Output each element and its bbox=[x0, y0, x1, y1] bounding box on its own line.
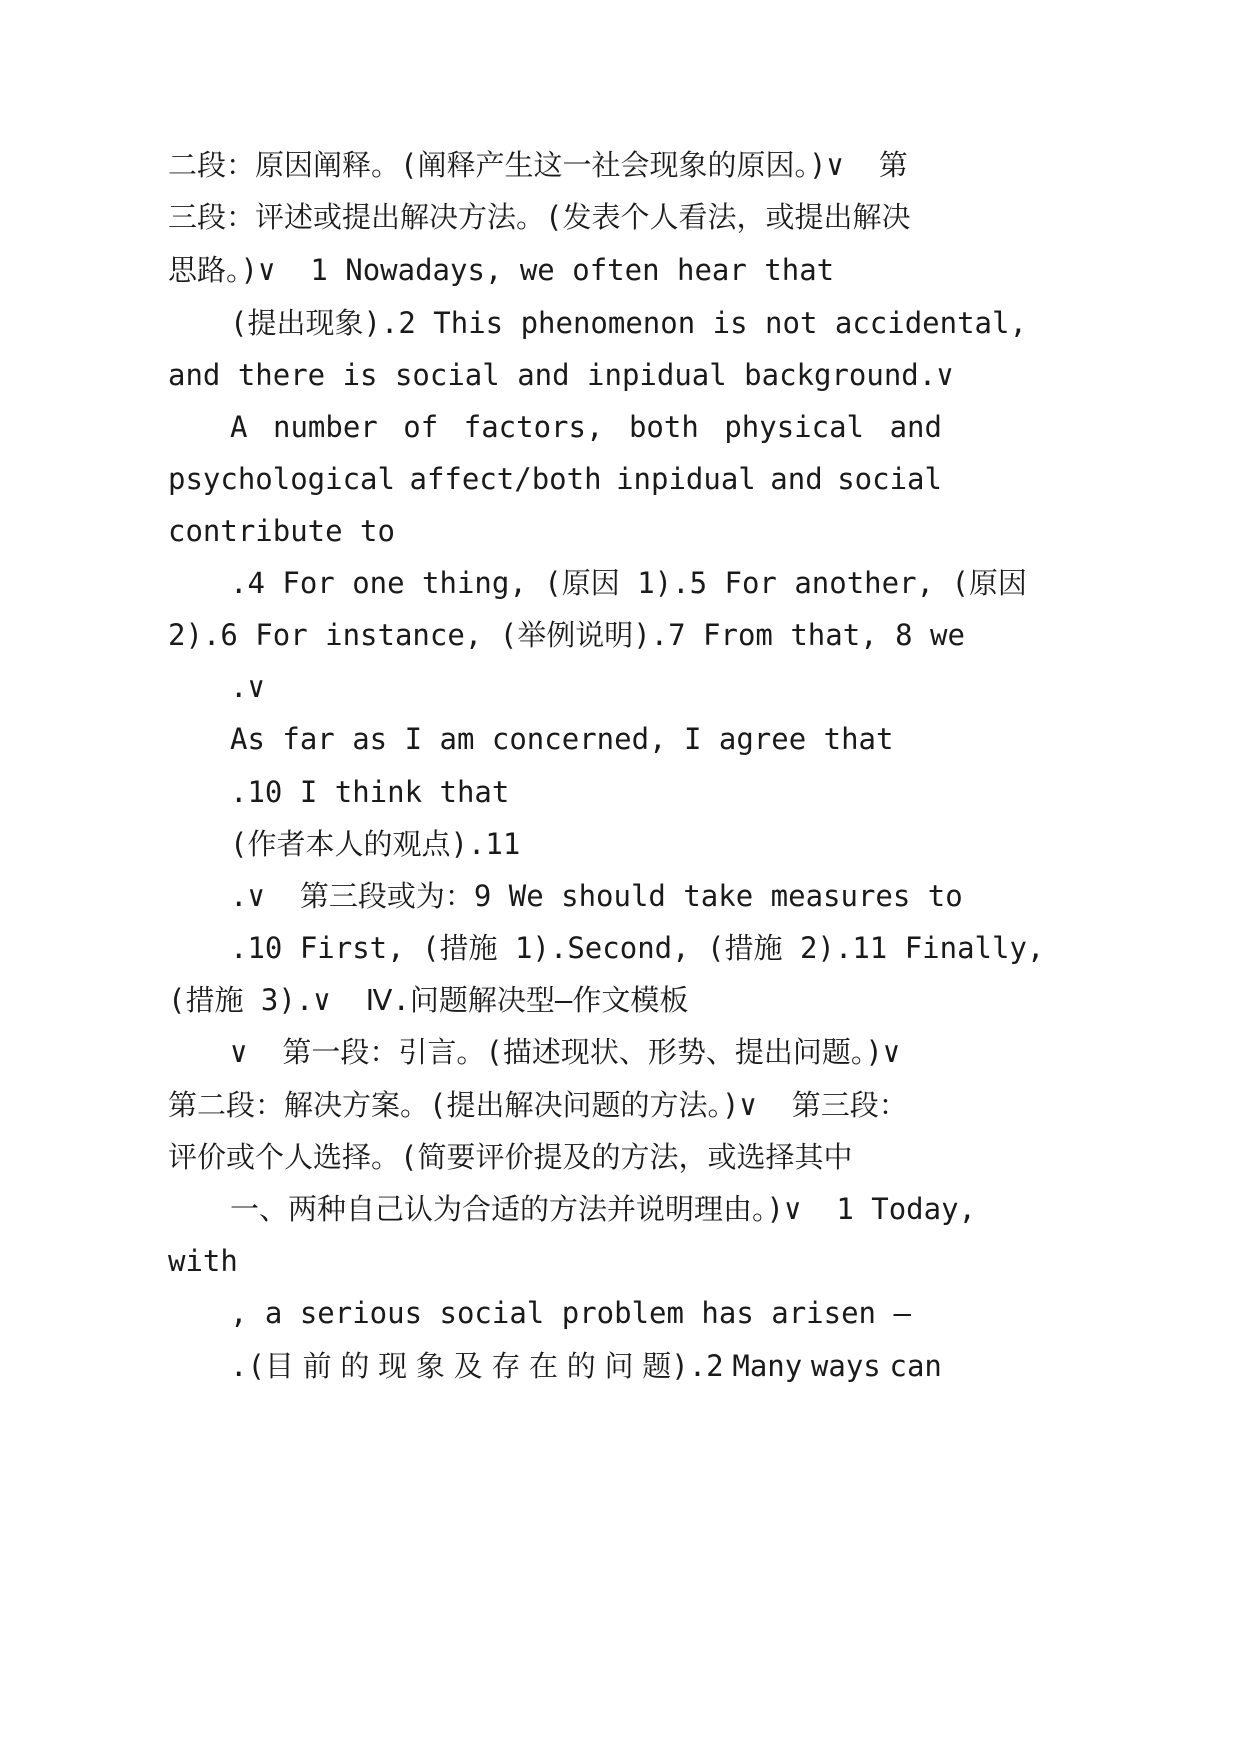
text-line-1: 二段：原因阐释。(阐释产生这一社会现象的原因。)∨ 第 bbox=[168, 148, 908, 182]
text-line-17: (措施 3).∨ Ⅳ.问题解决型—作文模板 bbox=[168, 983, 689, 1017]
word: 在 bbox=[529, 1349, 559, 1383]
text-line-7 bbox=[168, 462, 942, 496]
word: A bbox=[230, 410, 248, 444]
word: can bbox=[889, 1349, 942, 1383]
text-line-8: contribute to bbox=[168, 514, 395, 548]
word: inpidual bbox=[616, 462, 756, 496]
text-line-16: .10 First, (措施 1).Second, (措施 2).11 Finally, bbox=[230, 931, 1045, 965]
text-line-13: .10 I think that bbox=[230, 775, 510, 809]
word: 的 bbox=[340, 1349, 370, 1383]
word: 问 bbox=[604, 1349, 634, 1383]
text-line-20: 评价或个人选择。(简要评价提及的方法，或选择其中 bbox=[168, 1140, 853, 1174]
text-line-4: (提出现象).2 This phenomenon is not accidental, bbox=[230, 306, 1027, 340]
text-line-24 bbox=[230, 1349, 942, 1383]
word: both bbox=[628, 410, 699, 444]
text-line-15: .∨ 第三段或为：9 We should take measures to bbox=[230, 879, 963, 913]
word: .(目 bbox=[230, 1349, 294, 1383]
text-line-18: ∨ 第一段：引言。(描述现状、形势、提出问题。)∨ bbox=[230, 1035, 901, 1069]
text-line-14: (作者本人的观点).11 bbox=[230, 827, 521, 861]
word: 的 bbox=[566, 1349, 596, 1383]
word: 存 bbox=[491, 1349, 521, 1383]
word: 及 bbox=[453, 1349, 483, 1383]
word: ways bbox=[810, 1349, 881, 1383]
word: and bbox=[889, 410, 942, 444]
word: psychological bbox=[168, 462, 395, 496]
word: 前 bbox=[302, 1349, 332, 1383]
word: number bbox=[273, 410, 378, 444]
text-line-5: and there is social and inpidual background.∨ bbox=[168, 358, 954, 392]
text-line-23: , a serious social problem has arisen — bbox=[230, 1296, 911, 1330]
text-line-22: with bbox=[168, 1244, 238, 1278]
word: social bbox=[837, 462, 942, 496]
word: factors, bbox=[463, 410, 604, 444]
word: 象 bbox=[415, 1349, 445, 1383]
text-line-11: .∨ bbox=[230, 670, 265, 704]
text-line-21: 一、两种自己认为合适的方法并说明理由。)∨ 1 Today, bbox=[230, 1192, 977, 1226]
word: 现 bbox=[378, 1349, 408, 1383]
text-line-19: 第二段：解决方案。(提出解决问题的方法。)∨ 第三段： bbox=[168, 1088, 908, 1122]
text-line-2: 三段：评述或提出解决方法。(发表个人看法，或提出解决 bbox=[168, 200, 911, 234]
word: of bbox=[403, 410, 439, 444]
word: 题).2 bbox=[642, 1349, 724, 1383]
text-line-6 bbox=[230, 410, 942, 444]
word: affect/both bbox=[409, 462, 602, 496]
word: and bbox=[770, 462, 823, 496]
word: physical bbox=[724, 410, 865, 444]
text-line-3: 思路。)∨ 1 Nowadays, we often hear that bbox=[168, 253, 835, 287]
text-line-9: .4 For one thing, (原因 1).5 For another, (原因 bbox=[230, 566, 1027, 600]
text-line-12: As far as I am concerned, I agree that bbox=[230, 722, 894, 756]
text-line-10: 2).6 For instance, (举例说明).7 From that, 8 we bbox=[168, 618, 965, 652]
word: Many bbox=[732, 1349, 803, 1383]
